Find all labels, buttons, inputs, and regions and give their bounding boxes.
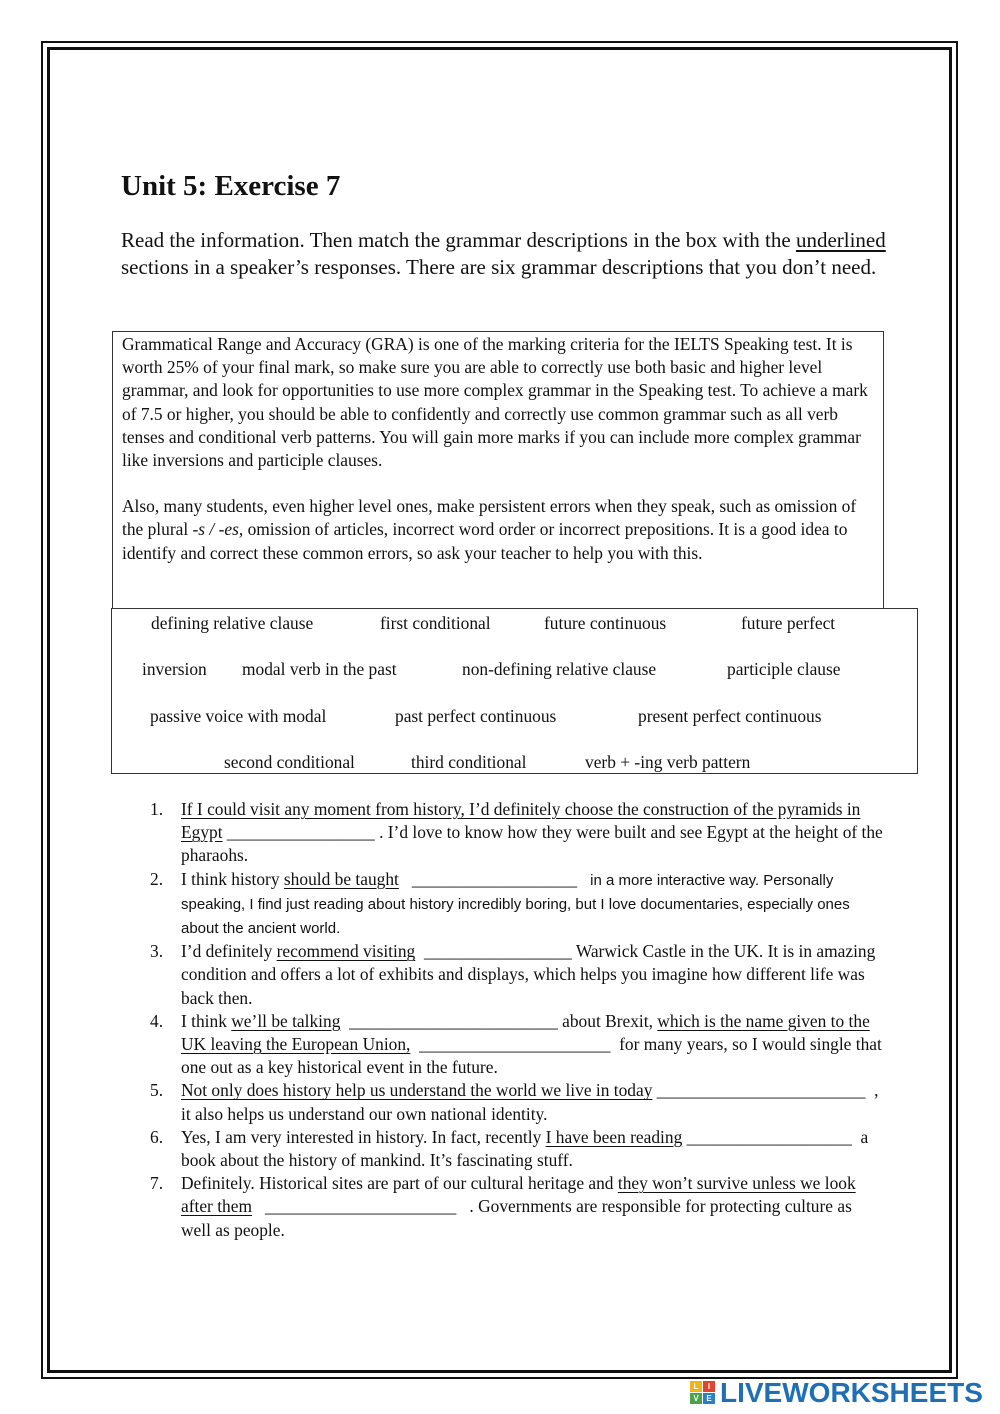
word-option: past perfect continuous — [395, 706, 557, 726]
list-item — [150, 868, 885, 941]
logo-mark-letter: L — [690, 1381, 702, 1392]
underlined-section: which is the name given to the UK leaving the European Union, — [181, 1010, 870, 1055]
item-number: 2. — [150, 868, 164, 889]
list-item — [150, 1172, 885, 1242]
word-option: third conditional — [411, 752, 527, 772]
word-option: defining relative clause — [151, 613, 314, 633]
list-item — [150, 1010, 885, 1080]
item-number: 7. — [150, 1173, 164, 1194]
word-box-row-1 — [112, 610, 917, 636]
item-text: a book about the history of mankind. It’s fascinating stuff. — [181, 1126, 869, 1171]
answer-blank[interactable]: _________________ — [222, 822, 380, 843]
word-option: non-defining relative clause — [462, 659, 657, 679]
instructions-underlined-word: underlined — [795, 228, 886, 252]
info-paragraph-1: Grammatical Range and Accuracy (GRA) is one of the marking criteria for the IELTS Speaking test. It is worth 25% of your final mark, so make sure you are able to correctly use both basic and higher level grammar, and look for opportunities to use more complex grammar in the Speaking test. To achieve a mark of 7.5 or higher, you should be able to confidently and correctly use common grammar such as all verb tenses and conditional verb patterns. You will gain more marks if you can include more complex grammar like inversions and participle clauses. — [122, 334, 868, 471]
logo-mark-letter: I — [703, 1381, 715, 1392]
list-item — [150, 1126, 885, 1172]
word-box-row-2 — [112, 656, 917, 682]
underlined-section: If I could visit any moment from history, I’d definitely choose the construction of the pyramids in Egypt — [181, 799, 861, 843]
item-text: for many years, so I would single that one out as a key historical event in the future. — [181, 1034, 882, 1078]
item-text: I think — [181, 1010, 232, 1031]
answer-blank[interactable]: ________________________ — [652, 1080, 875, 1101]
exercise-list — [150, 798, 885, 1242]
word-option: first conditional — [380, 613, 491, 633]
item-number: 4. — [150, 1010, 164, 1031]
instructions-text-2: sections in a speaker’s responses. There are six grammar descriptions that you don’t need. — [121, 255, 877, 279]
info-paragraph-2-text-a: Also, many students, even higher level ones, make persistent errors when they speak, such as omission of the plural — [122, 496, 857, 540]
grammar-word-box — [111, 608, 918, 774]
item-text: . I’d love to know how they were built and see Egypt at the height of the pharaohs. — [181, 822, 883, 866]
information-box — [112, 331, 884, 609]
page-title: Unit 5: Exercise 7 — [121, 170, 341, 202]
word-option: future continuous — [544, 613, 667, 633]
word-option: present perfect continuous — [638, 706, 822, 726]
word-option: future perfect — [741, 613, 836, 633]
item-text: Yes, I am very interested in history. In fact, recently — [181, 1126, 546, 1147]
info-paragraph-2-text-b: omission of articles, incorrect word order or incorrect prepositions. It is a good idea to identify and correct these common errors, so ask your teacher to help you with this. — [122, 519, 848, 563]
underlined-section: they won’t survive unless we look after them — [181, 1173, 856, 1217]
item-number: 3. — [150, 941, 164, 962]
instructions-text-1: Read the information. Then match the grammar descriptions in the box with the — [121, 228, 796, 252]
item-number: 6. — [150, 1126, 164, 1147]
list-item — [150, 940, 885, 1010]
word-option: participle clause — [727, 659, 841, 679]
answer-blank[interactable]: ________________________ — [340, 1010, 563, 1031]
item-text: . Governments are responsible for protecting culture as well as people. — [181, 1196, 852, 1240]
list-item — [150, 798, 885, 868]
underlined-section: Not only does history help us understand the world we live in today — [181, 1080, 653, 1101]
item-text: I think history — [181, 868, 284, 889]
item-text: in a more interactive way. Personally speaking, I find just reading about history incredibly boring, but I love documentaries, especially ones about the ancient world. — [181, 871, 850, 938]
item-text: about Brexit, — [562, 1010, 658, 1031]
answer-blank[interactable]: ___________________ — [682, 1126, 861, 1147]
answer-blank[interactable]: _________________ — [415, 941, 576, 962]
underlined-section: I have been reading — [545, 1126, 683, 1147]
word-option: modal verb in the past — [242, 659, 397, 679]
item-text: Warwick Castle in the UK. It is in amazing condition and offers a lot of exhibits and displays, which helps you imagine how different life was back then. — [181, 941, 876, 1008]
answer-blank[interactable]: ______________________ — [410, 1034, 620, 1055]
item-text: Definitely. Historical sites are part of our cultural heritage and — [181, 1173, 618, 1194]
underlined-section: recommend visiting — [276, 941, 416, 962]
instructions — [121, 227, 891, 281]
word-option: inversion — [142, 659, 207, 679]
underlined-section: we’ll be talking — [231, 1010, 341, 1031]
word-box-row-3 — [112, 703, 917, 729]
logo-mark-letter: V — [690, 1393, 702, 1404]
list-item — [150, 1079, 885, 1125]
plural-suffix: -s / -es, — [192, 519, 244, 540]
item-text: I’d definitely — [181, 941, 277, 962]
liveworksheets-logo — [690, 1378, 983, 1408]
word-option: passive voice with modal — [150, 706, 327, 726]
item-number: 5. — [150, 1080, 164, 1101]
word-option: second conditional — [224, 752, 355, 772]
answer-blank[interactable]: ______________________ — [251, 1196, 470, 1217]
word-box-row-4 — [112, 749, 917, 775]
answer-blank[interactable]: ___________________ — [398, 868, 591, 889]
item-number: 1. — [150, 799, 164, 819]
word-option: verb + -ing verb pattern — [585, 752, 751, 772]
item-text: , it also helps us understand our own national identity. — [181, 1080, 879, 1124]
underlined-section: should be taught — [283, 868, 399, 889]
logo-mark-letter: E — [703, 1393, 715, 1404]
liveworksheets-logo-icon — [690, 1381, 716, 1405]
info-paragraph-2 — [122, 495, 875, 565]
logo-text: LIVEWORKSHEETS — [720, 1377, 983, 1408]
